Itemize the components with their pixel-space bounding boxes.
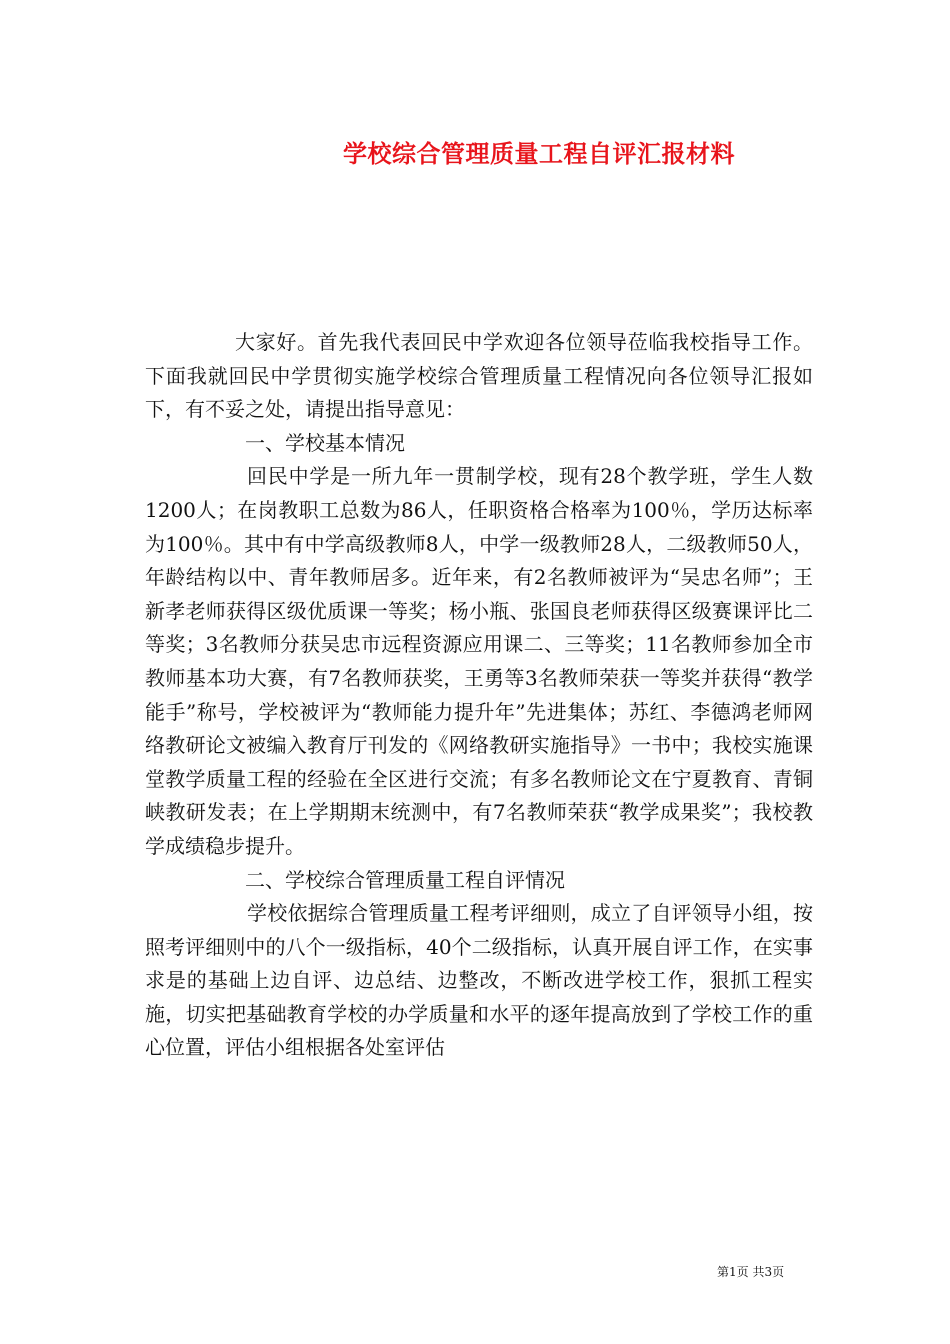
self-evaluation-paragraph: 学校依据综合管理质量工程考评细则，成立了自评领导小组，按照考评细则中的八个一级指标，40个二级指标，认真开展自评工作，在实事求是的基础上边自评、边总结、边整改，不断改进学校工作，狠抓工程实施，切实把基础教育学校的办学质量和水平的逐年提高放到了学校工作的重心位置，评估小组根据各处室评估 <box>145 901 813 1060</box>
document-body <box>145 326 813 1065</box>
section-heading-basic-info: 一、学校基本情况 <box>245 430 405 455</box>
basic-info-paragraph: 回民中学是一所九年一贯制学校，现有28个教学班，学生人数1200人；在岗教职工总数为86人，任职资格合格率为100％，学历达标率为100％。其中有中学高级教师8人，中学一级教师28人，二级教师50人，年龄结构以中、青年教师居多。近年来，有2名教师被评为“吴忠名师”；王新孝老师获得区级优质课一等奖；杨小瓶、张国良老师获得区级赛课评比二等奖；3名教师分获吴忠市远程资源应用课二、三等奖；11名教师参加全市教师基本功大赛，有7名教师获奖，王勇等3名教师荣获一等奖并获得“教学能手”称号，学校被评为“教师能力提升年”先进集体；苏红、李德鸿老师网络教研论文被编入教育厅刊发的《网络教研实施指导》一书中；我校实施课堂教学质量工程的经验在全区进行交流；有多名教师论文在宁夏教育、青铜峡教研发表；在上学期期末统测中，有7名教师荣获“教学成果奖”；我校教学成绩稳步提升。 <box>145 464 813 858</box>
document-title: 学校综合管理质量工程自评汇报材料 <box>343 139 735 168</box>
page-number: 第1页 共3页 <box>717 1265 785 1279</box>
intro-paragraph: 大家好。首先我代表回民中学欢迎各位领导莅临我校指导工作。下面我就回民中学贯彻实施学校综合管理质量工程情况向各位领导汇报如下，有不妥之处，请提出指导意见： <box>145 330 813 422</box>
section-heading-self-evaluation: 二、学校综合管理质量工程自评情况 <box>245 867 565 892</box>
